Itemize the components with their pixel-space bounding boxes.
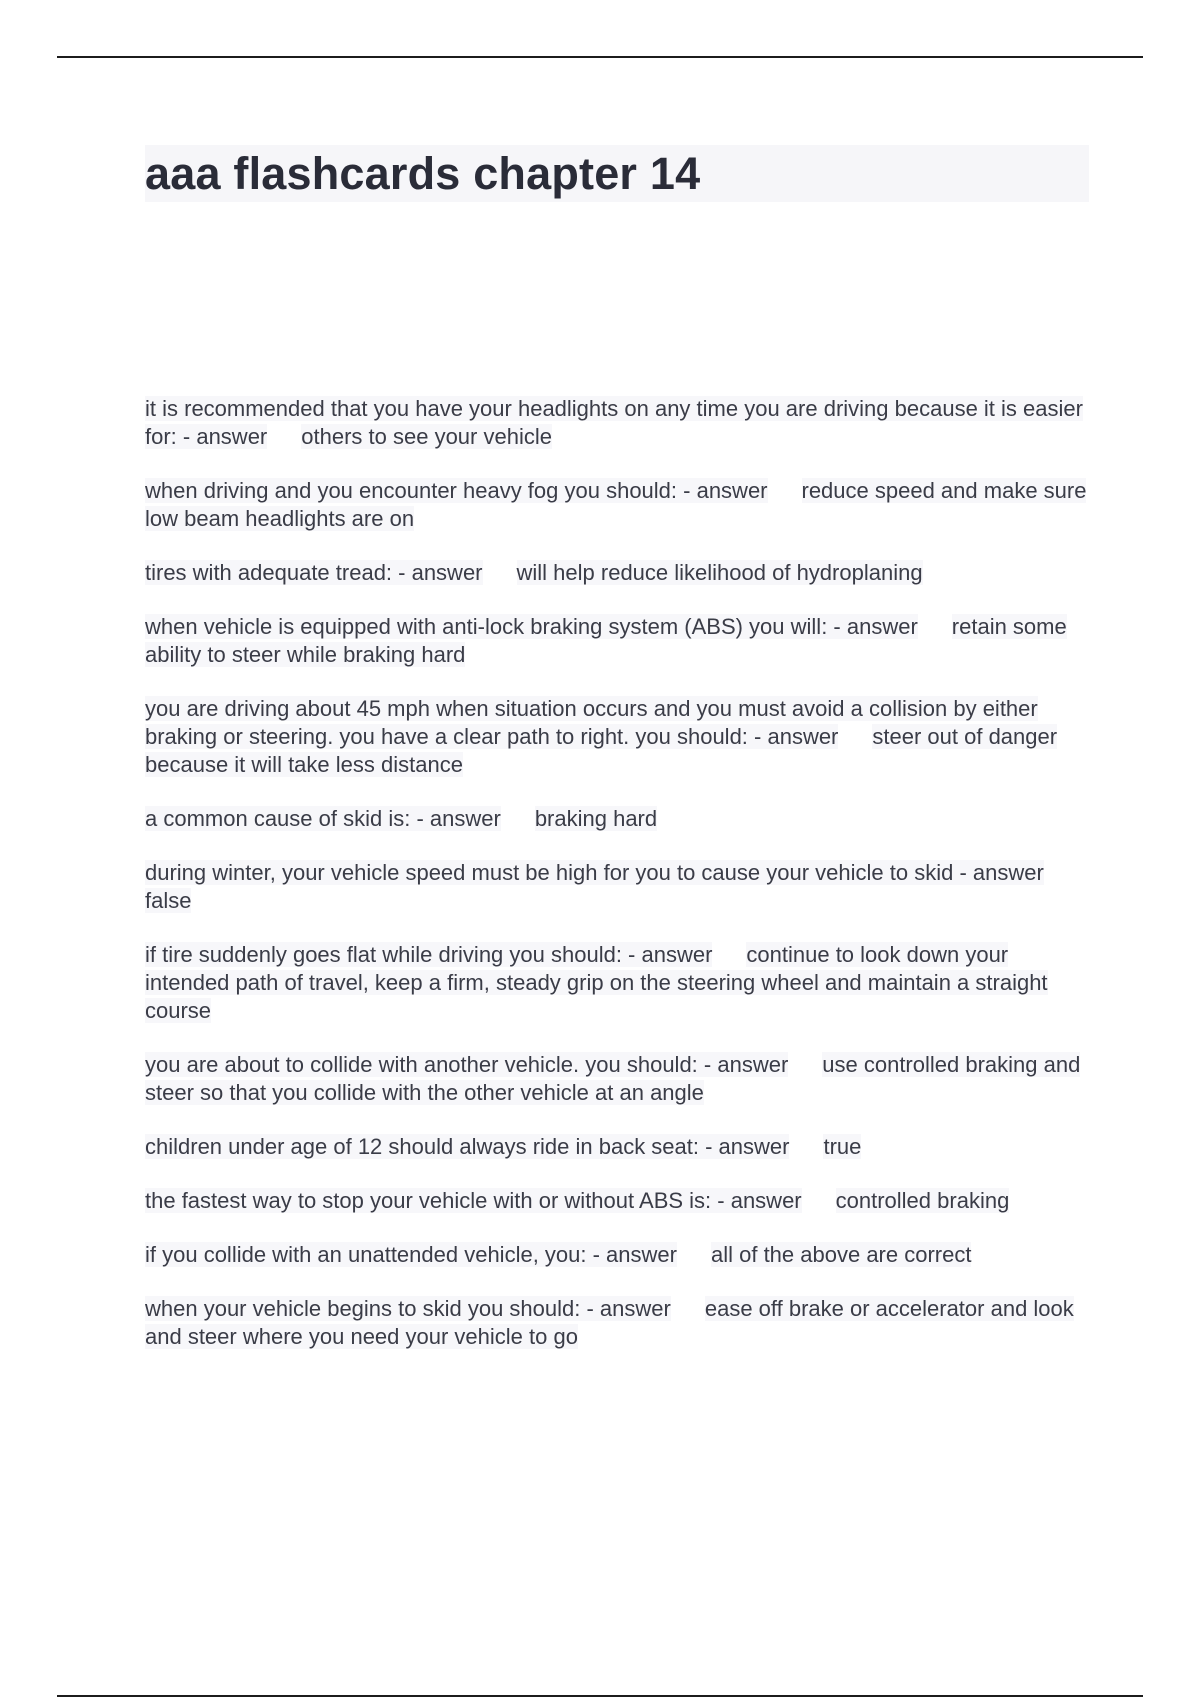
flashcard — [145, 559, 1090, 587]
flashcard-question: you are driving about 45 mph when situation occurs and you must avoid a collision by either braking or steering. you have a clear path to right. you should: - answer — [145, 696, 1038, 749]
flashcard-question: children under age of 12 should always ride in back seat: - answer — [145, 1134, 790, 1159]
flashcard — [145, 477, 1090, 533]
flashcard — [145, 859, 1090, 915]
flashcard-answer: true — [823, 1134, 862, 1159]
flashcard-question: if you collide with an unattended vehicle, you: - answer — [145, 1242, 677, 1267]
flashcard — [145, 613, 1090, 669]
flashcard-question: when driving and you encounter heavy fog you should: - answer — [145, 478, 768, 503]
top-rule — [57, 56, 1143, 58]
flashcard-answer: controlled braking — [835, 1188, 1010, 1213]
flashcard — [145, 1051, 1090, 1107]
flashcard-answer: steer out of danger because it will take less distance — [145, 724, 1058, 777]
flashcard-question: during winter, your vehicle speed must be high for you to cause your vehicle to skid - answer — [145, 860, 1044, 885]
flashcard-answer: will help reduce likelihood of hydroplaning — [516, 560, 923, 585]
flashcard — [145, 695, 1090, 779]
flashcard — [145, 941, 1090, 1025]
flashcard-question: when your vehicle begins to skid you should: - answer — [145, 1296, 671, 1321]
flashcard-answer: retain some ability to steer while braking hard — [145, 614, 1067, 667]
flashcard-question: if tire suddenly goes flat while driving you should: - answer — [145, 942, 713, 967]
flashcard-answer: false — [145, 888, 192, 913]
flashcard — [145, 1241, 1090, 1269]
flashcard-question: tires with adequate tread: - answer — [145, 560, 483, 585]
flashcard-question: when vehicle is equipped with anti-lock braking system (ABS) you will: - answer — [145, 614, 918, 639]
flashcard-answer: braking hard — [534, 806, 658, 831]
flashcard — [145, 1187, 1090, 1215]
flashcard — [145, 1133, 1090, 1161]
flashcard-question: a common cause of skid is: - answer — [145, 806, 501, 831]
flashcard — [145, 805, 1090, 833]
flashcard-answer: all of the above are correct — [710, 1242, 972, 1267]
flashcard-answer: ease off brake or accelerator and look and steer where you need your vehicle to go — [145, 1296, 1074, 1349]
flashcard-question: the fastest way to stop your vehicle with or without ABS is: - answer — [145, 1188, 802, 1213]
bottom-rule — [57, 1695, 1143, 1697]
flashcard-answer: continue to look down your intended path of travel, keep a firm, steady grip on the steering wheel and maintain a straight course — [145, 942, 1048, 1023]
flashcard — [145, 1295, 1090, 1351]
flashcard-answer: reduce speed and make sure low beam headlights are on — [145, 478, 1087, 531]
page-title: aaa flashcards chapter 14 — [145, 148, 701, 199]
flashcard-list — [145, 395, 1090, 1377]
flashcard-answer: use controlled braking and steer so that you collide with the other vehicle at an angle — [145, 1052, 1081, 1105]
flashcard-question: it is recommended that you have your headlights on any time you are driving because it is easier for: - answer — [145, 396, 1083, 449]
flashcard-question: you are about to collide with another vehicle. you should: - answer — [145, 1052, 789, 1077]
flashcard — [145, 395, 1090, 451]
flashcard-answer: others to see your vehicle — [301, 424, 552, 449]
